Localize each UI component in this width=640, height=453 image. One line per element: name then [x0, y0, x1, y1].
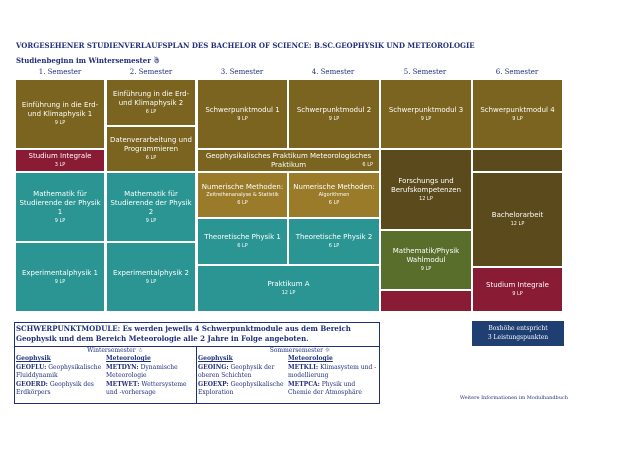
module-code: METPCA: [288, 381, 320, 388]
winter-geophysik-header: Geophysik [16, 355, 51, 362]
page-subtitle: Studienbeginn im Wintersemester ☃ [16, 56, 160, 65]
page-title: VORGESEHENER STUDIENVERLAUFSPLAN DES BACHELOR OF SCIENCE: B.SC.GEOPHYSIK UND METEOROLOGIE [16, 41, 475, 50]
module-mathematik-physik-wahlmodul [380, 230, 472, 290]
module-schwerpunkt-1 [197, 79, 288, 149]
summer-met-item-1 [288, 364, 378, 380]
module-lp: 9 LP [54, 217, 66, 224]
module-name: Schwerpunktmodul 1 [205, 105, 280, 114]
module-name: Einführung in die Erd- und Klimaphysik 1 [21, 101, 99, 118]
semester-header-6: 6. Semester [495, 68, 539, 76]
module-datenverarbeitung [106, 126, 196, 172]
winter-geo-item-2 [16, 381, 102, 397]
semester-header-3: 3. Semester [220, 68, 264, 76]
module-name: Theoretische Physik 1 [204, 233, 281, 241]
legend-line-2: 3 Leistungspunkten [487, 334, 549, 341]
module-code: METWET: [106, 381, 140, 388]
module-lp: 9 LP [237, 115, 248, 122]
semester-header-5: 5. Semester [403, 68, 447, 76]
summer-geo-item-2 [198, 381, 286, 397]
module-lp: 12 LP [510, 221, 525, 227]
winter-geo-item-1 [16, 364, 102, 380]
divider [196, 346, 197, 404]
module-name: Schwerpunktmodul 4 [480, 105, 555, 114]
module-code: METKLI: [288, 364, 319, 371]
module-name: Praktikum A [267, 280, 310, 288]
winter-met-item-2 [106, 381, 194, 397]
module-schwerpunkt-4 [472, 79, 563, 149]
module-name: Experimentalphysik 2 [112, 268, 190, 277]
module-lp: 12 LP [419, 195, 433, 202]
module-code: GEOEXP: [198, 381, 229, 388]
module-erd-klima-2 [106, 79, 196, 126]
module-spacer-sem6 [472, 149, 563, 172]
winter-met-item-1 [106, 364, 194, 380]
module-name: Einführung in die Erd- und Klimaphysik 2 [112, 89, 190, 107]
summer-semester-label: Sommersemester ☼ [269, 347, 331, 354]
module-lp: 9 LP [145, 217, 157, 224]
module-name: Numerische Methoden: [293, 183, 375, 191]
module-experimentalphysik-2 [106, 242, 196, 312]
module-name: Schwerpunktmodul 2 [296, 105, 372, 114]
legend-line-1: Boxhöhe entspricht [488, 325, 548, 332]
module-schwerpunkt-2 [288, 79, 380, 149]
winter-semester-label: Wintersemester ☃ [87, 347, 143, 354]
summer-meteorologie-header: Meteorologie [288, 355, 333, 362]
module-name: Schwerpunktmodul 3 [388, 105, 464, 114]
module-name: Mathematik für Studierende der Physik 1 [19, 189, 101, 216]
module-name: Mathematik/Physik Wahlmodul [392, 247, 460, 264]
module-lp: 6 LP [237, 243, 248, 249]
module-forschung-berufskompetenzen [380, 149, 472, 230]
summer-geophysik-header: Geophysik [198, 355, 233, 362]
module-desc: Klimasystem und -modellierung [288, 364, 377, 379]
module-mathematik-2 [106, 172, 196, 242]
schwerpunkt-heading: SCHWERPUNKTMODULE: Es werden jeweils 4 Schwerpunktmodule aus dem Bereich Geophysik und dem Bereich Meteorologie alle 2 Jahre in Folge angeboten. [16, 324, 351, 343]
module-lp: 9 LP [420, 266, 432, 272]
module-subname: Zeitreihenanalyse & Statistik [206, 192, 279, 198]
module-name: Mathematik für Studierende der Physik 2 [110, 189, 192, 216]
module-lp: 6 LP [328, 200, 340, 206]
semester-header-2: 2. Semester [129, 68, 173, 76]
module-lp: 9 LP [54, 120, 66, 126]
winter-meteorologie-header: Meteorologie [106, 355, 151, 362]
module-code: GEOING: [198, 364, 229, 371]
module-studium-integrale-1 [15, 149, 105, 172]
module-subname: Algorithmen [318, 192, 350, 198]
summer-geo-item-1 [198, 364, 286, 380]
footer-note: Weitere Informationen im Modulhandbuch [459, 395, 568, 401]
module-lp: 6 LP [362, 162, 373, 168]
module-spacer-sem5 [380, 290, 472, 312]
module-lp: 9 LP [328, 115, 340, 122]
module-desc: Geophysik des Erdkörpers [16, 381, 94, 396]
module-lp: 9 LP [145, 278, 157, 285]
module-lp: 9 LP [54, 278, 66, 285]
module-name: Numerische Methoden: [201, 183, 284, 191]
module-lp: 6 LP [328, 243, 340, 249]
legend-box [472, 321, 564, 346]
module-lp: 9 LP [420, 115, 432, 122]
module-lp: 9 LP [512, 115, 523, 122]
module-numerische-methoden-2 [288, 172, 380, 218]
module-lp: 3 LP [54, 162, 66, 168]
module-desc: Geophysik der oberen Schichten [198, 364, 275, 379]
module-schwerpunkt-3 [380, 79, 472, 149]
module-name: Geophysikalisches Praktikum Meteorologisches Praktikum [205, 151, 372, 169]
module-name: Datenverarbeitung und Programmieren [110, 136, 192, 153]
module-code: GEOFLU: [16, 364, 47, 371]
module-code: GEOERD: [16, 381, 48, 388]
module-praktikum-a [197, 265, 380, 312]
module-desc: Physik und Chemie der Atmosphäre [288, 381, 362, 396]
summer-met-item-2 [288, 381, 378, 397]
module-mathematik-1 [15, 172, 105, 242]
module-name: Forschungs und Berufskompetenzen [390, 176, 462, 194]
module-lp: 6 LP [145, 108, 157, 115]
semester-header-4: 4. Semester [311, 68, 355, 76]
module-lp: 6 LP [145, 155, 157, 161]
module-studium-integrale-2 [472, 267, 563, 312]
module-name: Bachelorarbeit [491, 211, 544, 219]
module-erd-klima-1 [15, 79, 105, 149]
module-name: Theoretische Physik 2 [295, 233, 373, 241]
module-desc: Geophysikalische Fluiddynamik [16, 364, 102, 379]
module-code: METDYN: [106, 364, 139, 371]
semester-header-1: 1. Semester [38, 68, 82, 76]
module-name: Experimentalphysik 1 [21, 268, 99, 277]
module-bachelorarbeit [472, 172, 563, 267]
module-desc: Geophysikalische Exploration [198, 381, 284, 396]
module-desc: Dynamische Meteorologie [106, 364, 178, 379]
module-geophysikalisches-praktikum [197, 149, 380, 172]
module-name: Studium Integrale [28, 152, 92, 160]
module-theoretische-physik-2 [288, 218, 380, 265]
module-numerische-methoden-1 [197, 172, 288, 218]
module-experimentalphysik-1 [15, 242, 105, 312]
module-lp: 6 LP [237, 200, 248, 206]
module-theoretische-physik-1 [197, 218, 288, 265]
module-desc: Wettersysteme und -vorhersage [106, 381, 187, 396]
module-name: Studium Integrale [486, 281, 549, 289]
module-lp: 12 LP [281, 290, 296, 296]
module-lp: 9 LP [512, 291, 523, 297]
